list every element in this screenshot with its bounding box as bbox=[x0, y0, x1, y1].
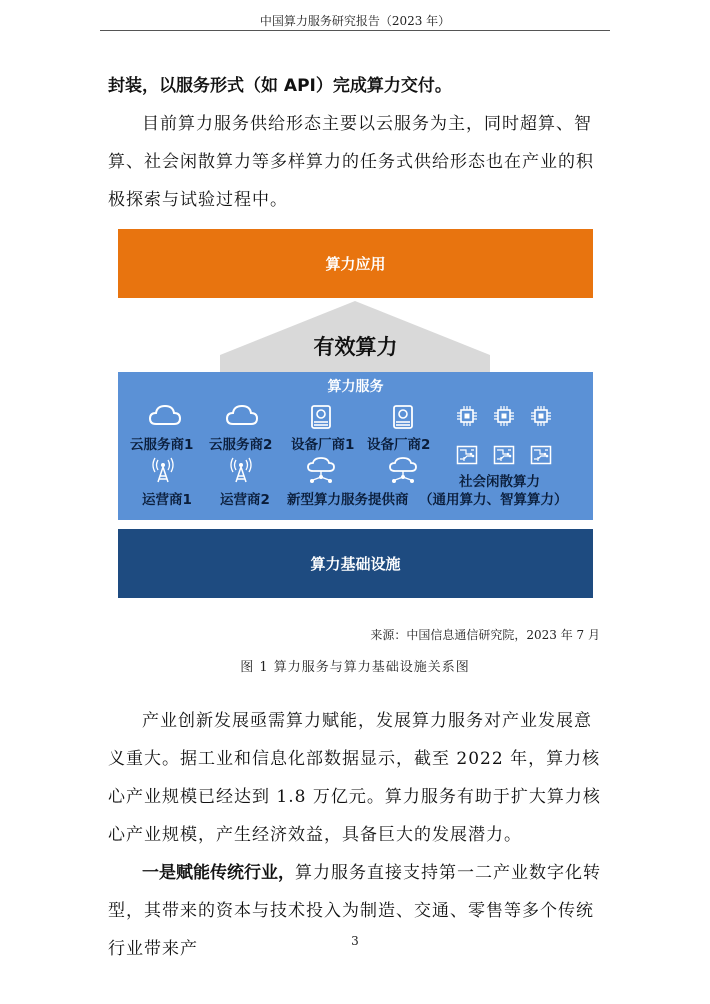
new-provider-label: 新型算力服务提供商 bbox=[287, 492, 409, 508]
cloud-icon bbox=[148, 403, 182, 427]
service-band-title: 算力服务 bbox=[327, 379, 384, 395]
chip-icon bbox=[456, 405, 478, 427]
application-band-label: 算力应用 bbox=[325, 255, 386, 273]
service-band bbox=[118, 372, 593, 520]
paragraph-text: 算力服务直接支持第一二产业数字化转型，其带来的资本与技术投入为制造、交通、零售等多个传统行业带来产 bbox=[108, 863, 601, 959]
cloud-icon bbox=[225, 403, 259, 427]
circuit-board-icon bbox=[493, 445, 515, 465]
equipment-vendor-2-label: 设备厂商2 bbox=[367, 437, 431, 453]
server-icon bbox=[392, 404, 414, 430]
figure-caption: 图 1 算力服务与算力基础设施关系图 bbox=[240, 660, 470, 675]
chip-icon bbox=[493, 405, 515, 427]
network-cloud-icon bbox=[388, 456, 418, 484]
network-cloud-icon bbox=[306, 456, 336, 484]
chip-icon bbox=[530, 405, 552, 427]
antenna-tower-icon bbox=[151, 457, 175, 483]
operator-1-label: 运营商1 bbox=[142, 492, 192, 508]
antenna-tower-icon bbox=[229, 457, 253, 483]
paragraph-industry-scale: 产业创新发展亟需算力赋能，发展算力服务对产业发展意义重大。据工业和信息化部数据显示，截至 2022 年，算力核心产业规模已经达到 1.8 万亿元。算力服务有助于扩大算力核心产业规模，产生经济效益，具备巨大的发展潜力。 bbox=[108, 711, 601, 845]
header-rule bbox=[100, 30, 610, 31]
paragraph-traditional-industries bbox=[108, 854, 608, 968]
operator-2-label: 运营商2 bbox=[220, 492, 270, 508]
cloud-provider-1-label: 云服务商1 bbox=[130, 437, 194, 453]
idle-compute-types-label: （通用算力、智算算力） bbox=[419, 492, 568, 508]
page-number: 3 bbox=[351, 934, 359, 948]
infrastructure-band-label: 算力基础设施 bbox=[310, 555, 401, 573]
figure-source: 来源：中国信息通信研究院，2023 年 7 月 bbox=[370, 628, 600, 642]
circuit-board-icon bbox=[456, 445, 478, 465]
relationship-figure bbox=[118, 229, 593, 599]
lead-phrase: 一是赋能传统行业， bbox=[142, 863, 295, 883]
intro-line: 封装，以服务形式（如 API）完成算力交付。 bbox=[108, 76, 452, 96]
circuit-board-icon bbox=[530, 445, 552, 465]
page-header: 中国算力服务研究报告（2023 年） bbox=[259, 14, 451, 28]
paragraph-supply-forms: 目前算力服务供给形态主要以云服务为主，同时超算、智算、社会闲散算力等多样算力的任务式供给形态也在产业的积极探索与试验过程中。 bbox=[108, 114, 594, 210]
cloud-provider-2-label: 云服务商2 bbox=[209, 437, 273, 453]
application-band bbox=[118, 229, 593, 298]
infrastructure-band bbox=[118, 529, 593, 598]
server-icon bbox=[310, 404, 332, 430]
arrow-label: 有效算力 bbox=[313, 335, 398, 359]
idle-compute-label: 社会闲散算力 bbox=[459, 474, 540, 490]
equipment-vendor-1-label: 设备厂商1 bbox=[291, 437, 355, 453]
